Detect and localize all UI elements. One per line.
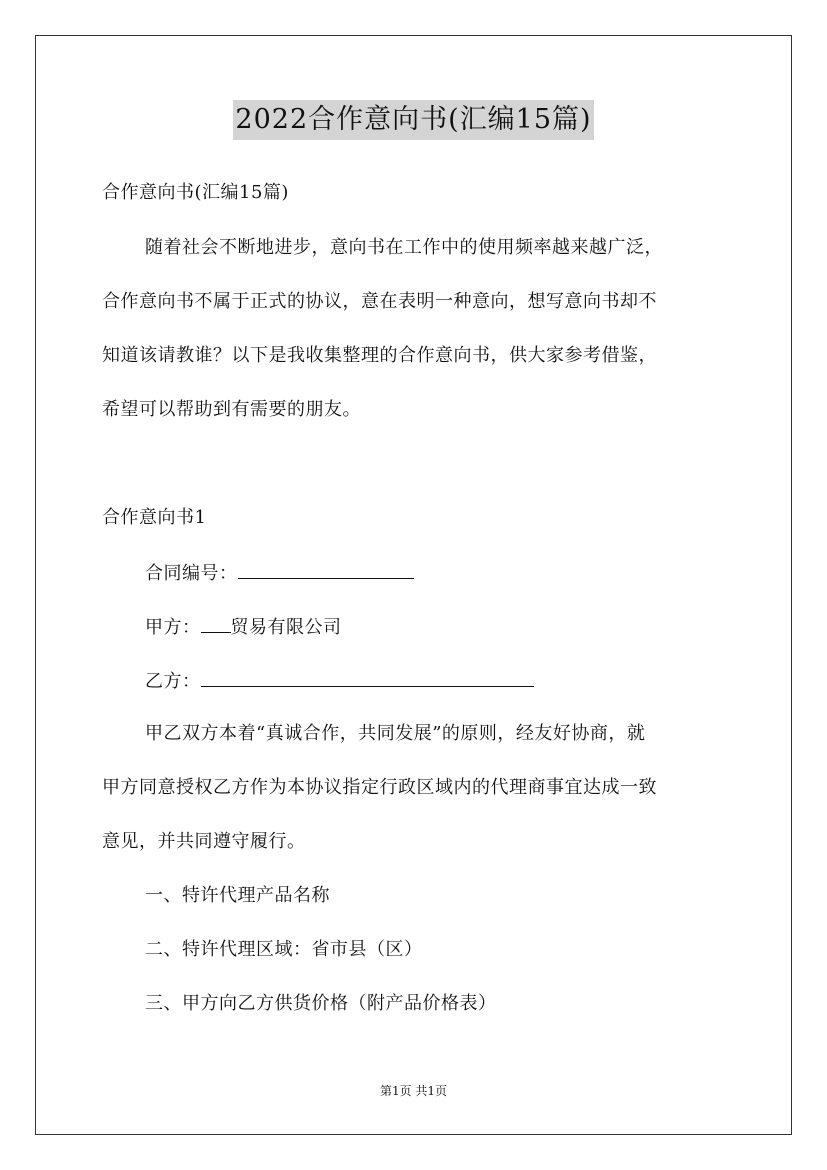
- contract-number-blank: [238, 560, 414, 579]
- clause-1: 一、特许代理产品名称: [145, 885, 330, 906]
- document-title: 2022合作意向书(汇编15篇): [233, 100, 593, 140]
- clause-3: 三、甲方向乙方供货价格（附产品价格表）: [145, 993, 497, 1014]
- title-container: [0, 100, 827, 140]
- body-line-3: 意见，并共同遵守履行。: [102, 831, 306, 852]
- contract-number-label: 合同编号：: [145, 563, 238, 584]
- intro-line-4: 希望可以帮助到有需要的朋友。: [102, 399, 361, 420]
- party-a-value: 贸易有限公司: [230, 617, 342, 638]
- page-footer: 第1页 共1页: [379, 1084, 448, 1098]
- intro-line-2: 合作意向书不属于正式的协议，意在表明一种意向，想写意向书却不: [102, 291, 657, 312]
- party-a-row: [145, 614, 342, 640]
- contract-number-row: [145, 560, 414, 586]
- intro-line-3: 知道该请教谁？以下是我收集整理的合作意向书，供大家参考借鉴，: [102, 345, 657, 366]
- body-line-2: 甲方同意授权乙方作为本协议指定行政区域内的代理商事宜达成一致: [102, 777, 657, 798]
- party-b-label: 乙方：: [145, 671, 201, 692]
- party-a-blank: [201, 614, 231, 633]
- body-line-1: 甲乙双方本着“真诚合作，共同发展”的原则，经友好协商，就: [145, 723, 646, 744]
- party-a-label: 甲方：: [145, 617, 201, 638]
- intro-line-1: 随着社会不断地进步，意向书在工作中的使用频率越来越广泛，: [145, 237, 663, 258]
- section-heading: 合作意向书1: [102, 507, 207, 528]
- clause-2: 二、特许代理区域：省市县（区）: [145, 939, 423, 960]
- party-b-row: [145, 668, 534, 694]
- subtitle: 合作意向书(汇编15篇): [102, 182, 289, 203]
- party-b-blank: [201, 668, 534, 687]
